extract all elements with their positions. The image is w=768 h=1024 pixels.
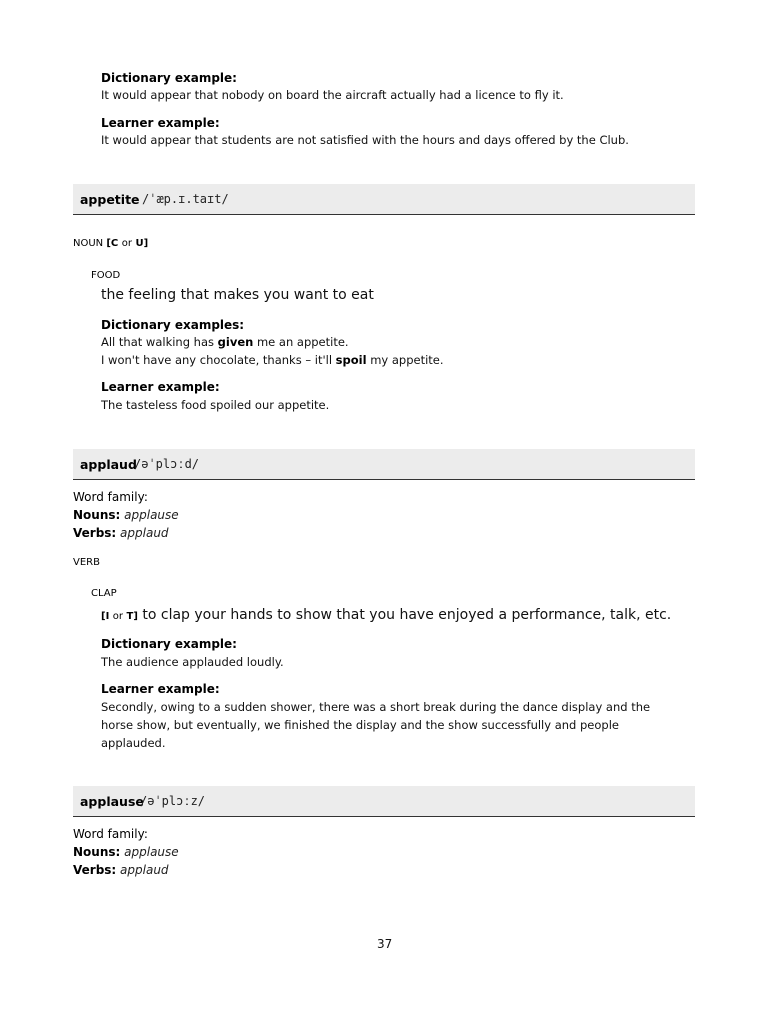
learner-example-label: Learner example: <box>101 116 220 130</box>
pronunciation: /əˈplɔːz/ <box>140 794 206 808</box>
learner-example-line-2: horse show, but eventually, we finished the display and the show successfully and people <box>101 718 619 732</box>
headword: appetite <box>80 192 140 207</box>
learner-example-line-1: Secondly, owing to a sudden shower, there was a short break during the dance display and the <box>101 700 651 714</box>
page-number: 37 <box>377 937 393 951</box>
dictionary-example-text: It would appear that nobody on board the aircraft actually had a licence to fly it. <box>101 88 564 102</box>
headword: applause <box>80 794 144 809</box>
entry-header-applause <box>73 786 695 817</box>
dictionary-examples-label: Dictionary examples: <box>101 318 245 332</box>
word-family-verbs: Verbs: applaud <box>73 863 169 877</box>
grammar-code: [I or T] <box>101 611 138 622</box>
sense-label: CLAP <box>91 588 117 599</box>
word-family-label: Word family: <box>73 490 148 504</box>
learner-example-text: The tasteless food spoiled our appetite. <box>101 398 330 412</box>
entry-header-applaud <box>73 449 695 480</box>
word-family-nouns: Nouns: applause <box>73 508 179 522</box>
word-family-verbs: Verbs: applaud <box>73 526 169 540</box>
word-family-nouns: Nouns: applause <box>73 845 179 859</box>
learner-example-label: Learner example: <box>101 380 220 394</box>
headword: applaud <box>80 457 137 472</box>
pronunciation: /əˈplɔːd/ <box>134 457 200 471</box>
word-family-label: Word family: <box>73 827 148 841</box>
part-of-speech: NOUN [C or U] <box>73 238 149 249</box>
learner-example-text: It would appear that students are not satisfied with the hours and days offered by the Club. <box>101 133 629 147</box>
definition: [I or T] to clap your hands to show that you have enjoyed a performance, talk, etc. <box>101 607 672 623</box>
dictionary-example-label: Dictionary example: <box>101 637 237 651</box>
dictionary-example-text: The audience applauded loudly. <box>101 655 284 669</box>
sense-label: FOOD <box>91 270 121 281</box>
grammar-code: [C or U] <box>106 238 149 249</box>
learner-example-line-3: applauded. <box>101 736 166 750</box>
part-of-speech: VERB <box>73 557 100 568</box>
pronunciation: /ˈæp.ɪ.taɪt/ <box>142 192 229 206</box>
dictionary-example-2: I won't have any chocolate, thanks – it'll spoil my appetite. <box>101 353 444 367</box>
dictionary-example-1: All that walking has given me an appetite. <box>101 335 349 349</box>
dictionary-example-label: Dictionary example: <box>101 71 237 85</box>
definition: the feeling that makes you want to eat <box>101 287 374 303</box>
entry-header-appetite <box>73 184 695 215</box>
learner-example-label: Learner example: <box>101 682 220 696</box>
